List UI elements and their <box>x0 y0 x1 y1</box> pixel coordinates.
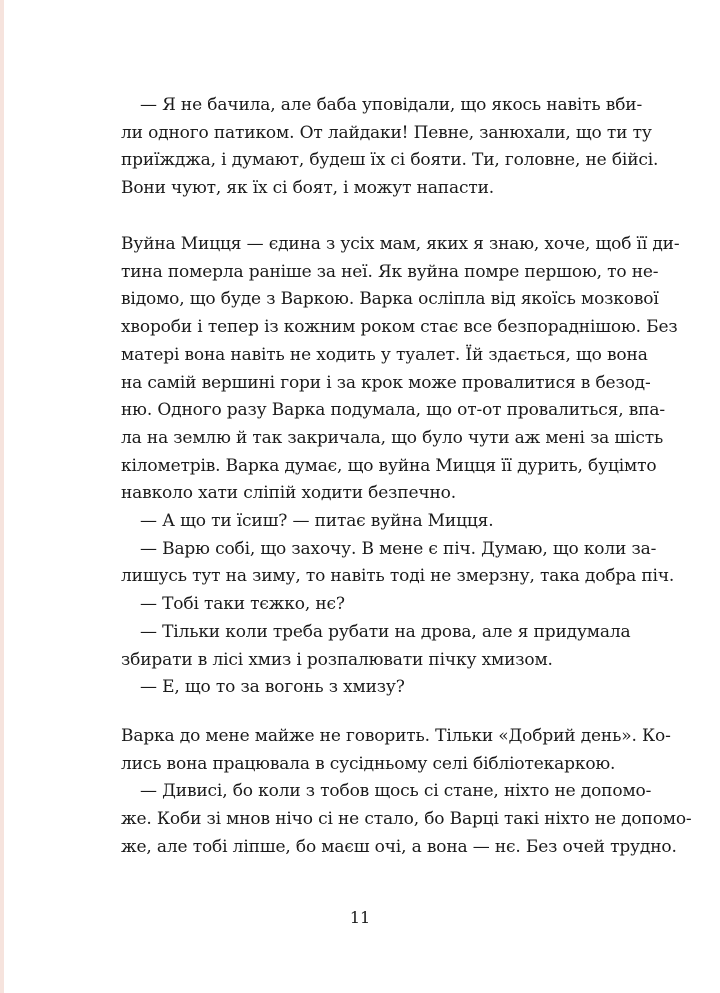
text-line: — Я не бачила, але баба уповідали, що якось навіть вби- <box>140 95 643 115</box>
text-line: лись вона працювала в сусідньому селі бібліотекаркою. <box>121 753 616 774</box>
paragraph-3 <box>121 723 692 862</box>
text-line: — Варю собі, що захочу. В мене є піч. Думаю, що коли за- <box>140 538 657 559</box>
text-line: — А що ти їсиш? — питає вуйна Мицця. <box>140 511 494 532</box>
text-line: навколо хати сліпій ходити безпечно. <box>121 483 456 504</box>
text-line: відомо, що буде з Варкою. Варка осліпла від якоїсь мозкової <box>121 289 659 310</box>
paragraph-1 <box>121 92 659 203</box>
text-line: — Дивисі, бо коли з тобов щось сі стане, ніхто не допомо- <box>140 781 652 802</box>
text-line: ню. Одного разу Варка подумала, що от-от провалиться, впа- <box>121 400 665 421</box>
text-line: — Тільки коли треба рубати на дрова, але я придумала <box>140 621 631 642</box>
text-line: же, але тобі ліпше, бо маєш очі, а вона — нє. Без очей трудно. <box>121 836 677 857</box>
text-line: Варка до мене майже не говорить. Тільки «Добрий день». Ко- <box>121 726 671 746</box>
text-line: приїжджа, і думают, будеш їх сі бояти. Ти, головне, не бійсі. <box>121 150 659 171</box>
text-line: — Е, що то за вогонь з хмизу? <box>140 677 405 698</box>
text-line: Вони чуют, як їх сі боят, і можут напасти. <box>121 178 495 199</box>
text-line: тина померла раніше за неї. Як вуйна помре першою, то не- <box>121 261 659 282</box>
paragraph-2 <box>121 231 680 702</box>
text-line: матері вона навіть не ходить у туалет. Їй здається, що вона <box>121 344 648 365</box>
text-line: — Тобі таки тєжко, нє? <box>140 594 345 615</box>
text-line: ли одного патиком. От лайдаки! Певне, занюхали, що ти ту <box>121 122 652 143</box>
page-edge <box>0 0 4 993</box>
text-line: лишусь тут на зиму, то навіть тоді не змерзну, така добра піч. <box>121 566 675 587</box>
text-line: збирати в лісі хмиз і розпалювати пічку хмизом. <box>121 649 553 670</box>
text-line: на самій вершині гори і за крок може провалитися в безод- <box>121 372 651 393</box>
text-line: же. Коби зі мнов нічо сі не стало, бо Варці такі ніхто не допомо- <box>121 809 692 830</box>
text-line: ла на землю й так закричала, що було чути аж мені за шість <box>121 427 664 448</box>
page-number: 11 <box>349 908 371 927</box>
text-line: хвороби і тепер із кожним роком стає все безпораднішою. Без <box>121 317 678 338</box>
text-line: кілометрів. Варка думає, що вуйна Мицця її дурить, буцімто <box>121 455 657 476</box>
text-line: Вуйна Мицця — єдина з усіх мам, яких я знаю, хоче, щоб її ди- <box>121 234 680 254</box>
